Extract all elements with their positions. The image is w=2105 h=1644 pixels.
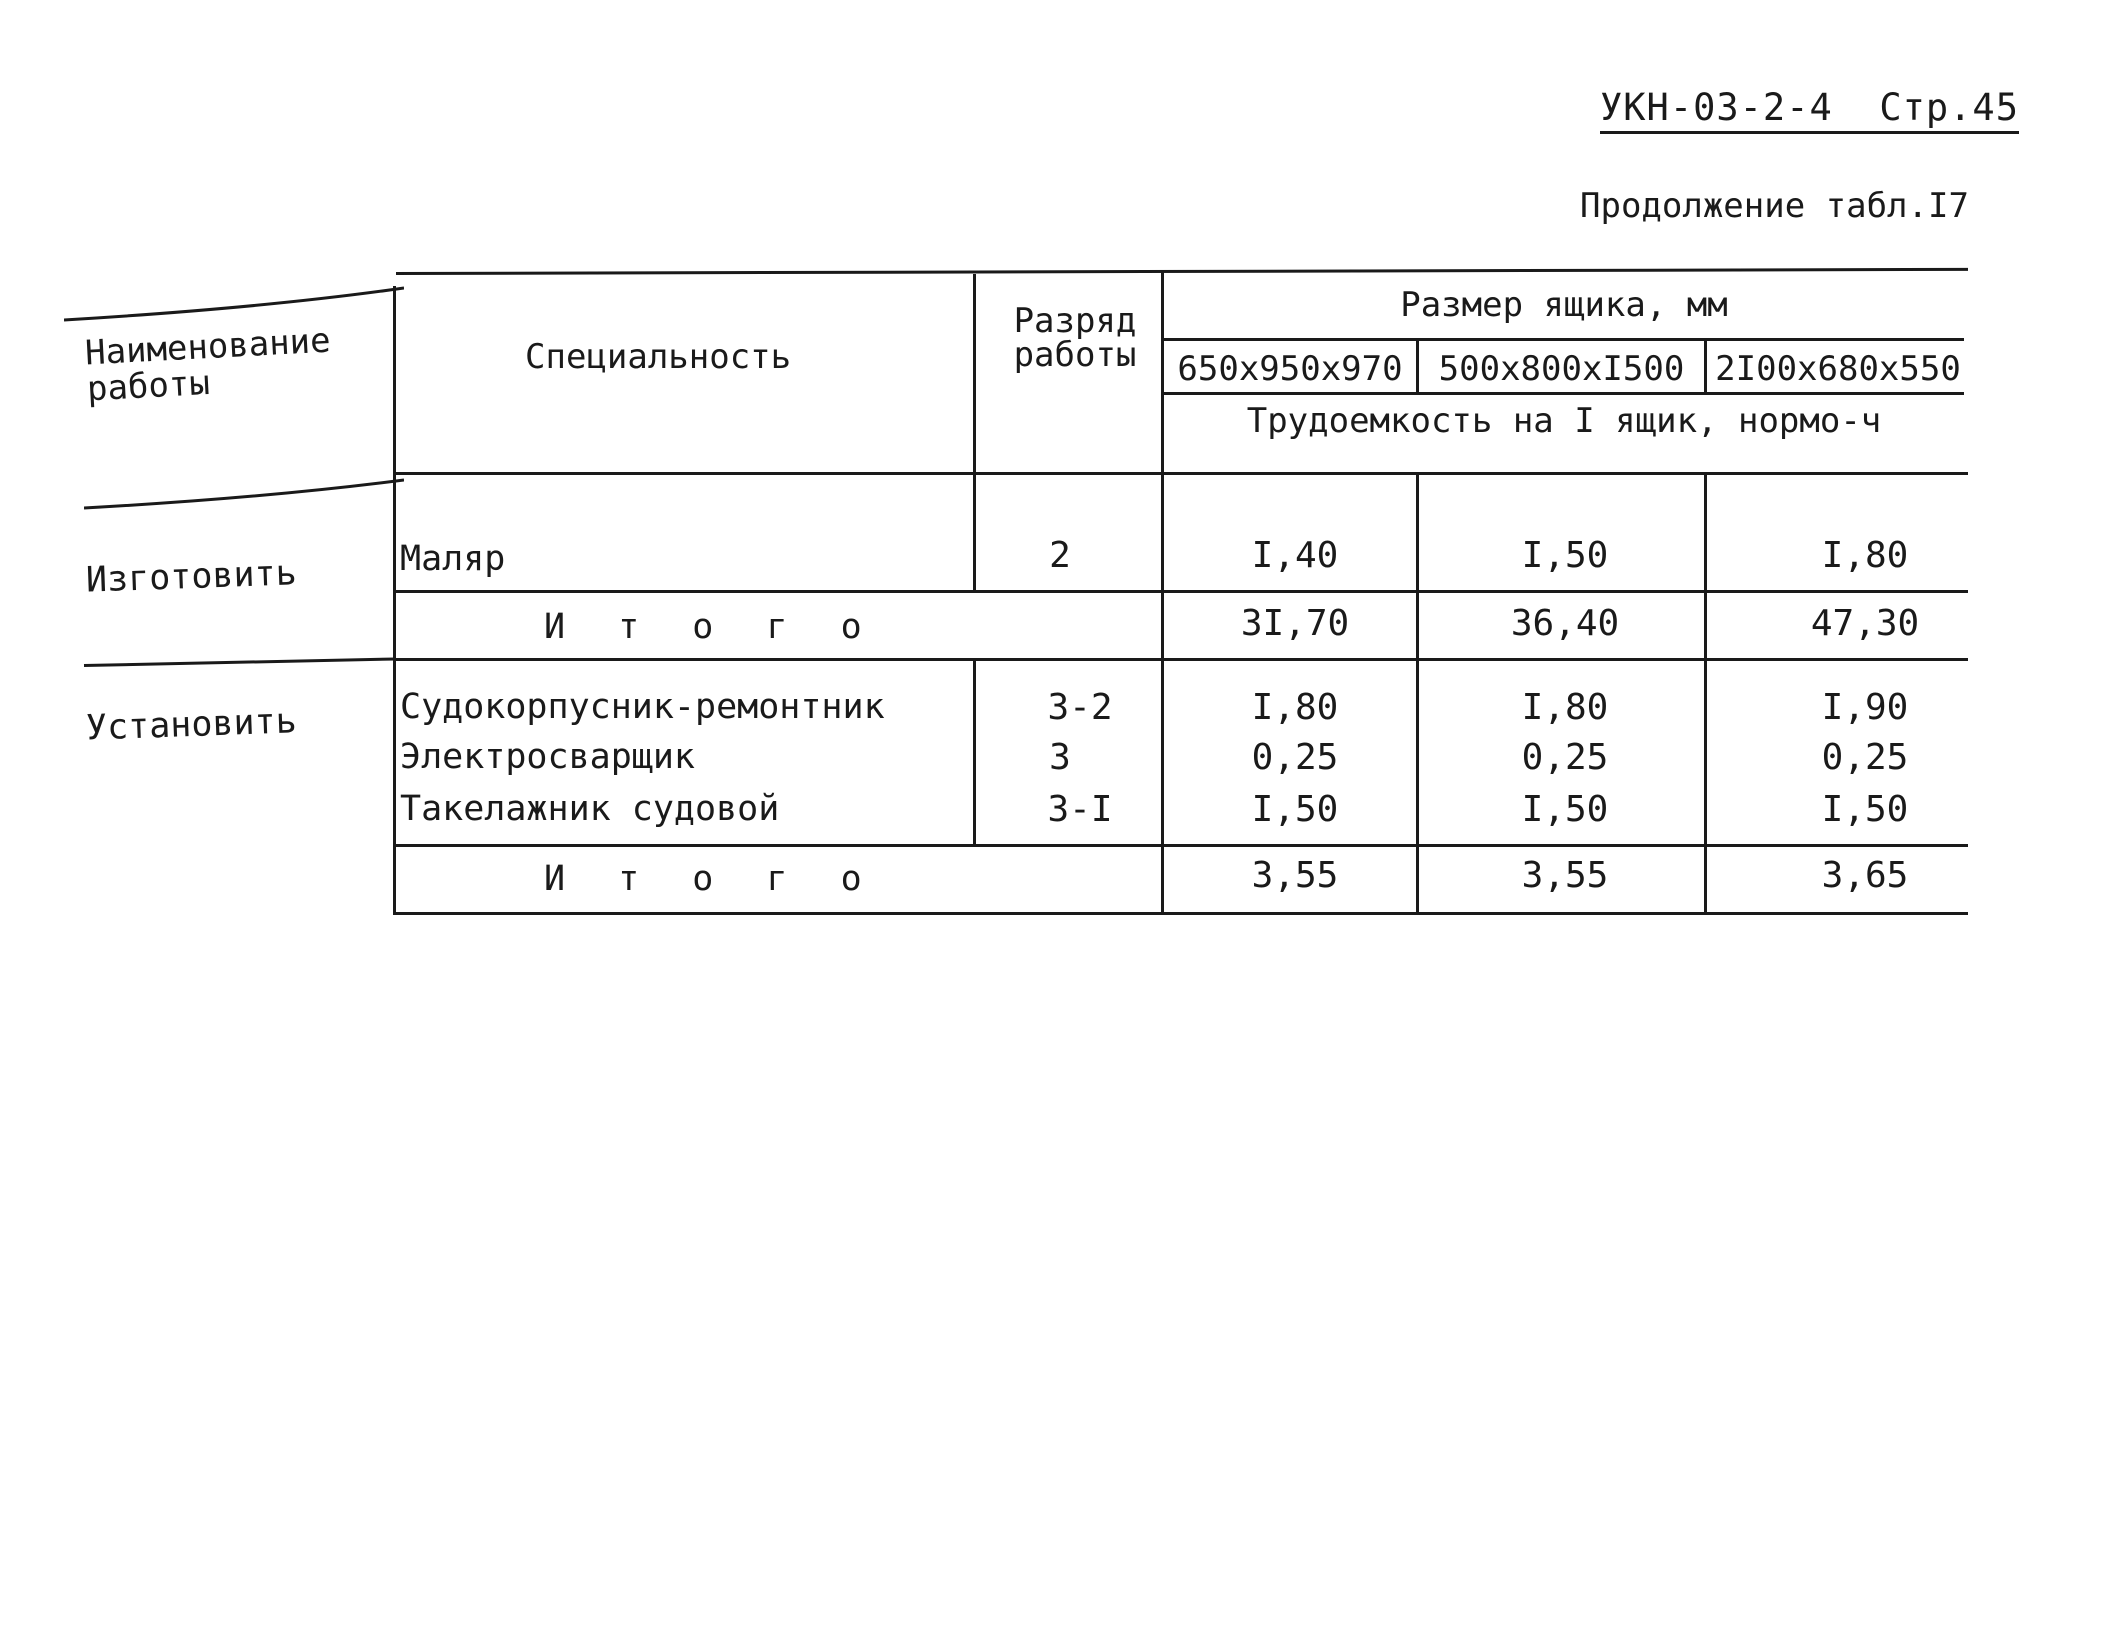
specialty-cell: Электросварщик <box>400 737 696 777</box>
top-rule <box>396 268 1968 275</box>
specialty-cell: Такелажник судовой <box>400 789 780 829</box>
total-value: 3I,70 <box>1240 603 1350 644</box>
header-bottom-rule <box>396 472 1968 475</box>
section2-rows-bottom-rule <box>396 844 1968 847</box>
total-value: 3,65 <box>1821 855 1909 896</box>
value-cell: 0,25 <box>1251 737 1339 778</box>
section1-rows-bottom-rule <box>396 590 1968 593</box>
specialty-cell: Маляр <box>400 539 506 579</box>
value-cell: I,80 <box>1251 687 1339 728</box>
total-value: 47,30 <box>1810 603 1920 644</box>
total-label: И т о г о <box>544 607 878 647</box>
value-divider-2 <box>1704 474 1707 914</box>
value-cell: 0,25 <box>1821 737 1909 778</box>
grade-left-rule <box>973 274 976 474</box>
column-header-work-name: Наименование работы <box>84 320 332 410</box>
value-cell: I,80 <box>1821 535 1909 576</box>
value-cell: I,50 <box>1821 789 1909 830</box>
grade-left-rule-body2 <box>973 658 976 846</box>
value-cell: I,40 <box>1251 535 1339 576</box>
document-reference <box>1600 86 2019 134</box>
specialty-left-rule <box>393 286 396 914</box>
grade-cell: 3 <box>1049 737 1071 778</box>
specialty-cell: Судокорпусник-ремонтник <box>400 687 885 727</box>
grade-left-rule-body1 <box>973 474 976 592</box>
value-cell: I,50 <box>1521 789 1609 830</box>
grade-cell: 2 <box>1049 535 1071 576</box>
work-name-install: Установить <box>85 701 298 749</box>
value-cell: I,80 <box>1521 687 1609 728</box>
total-value: 3,55 <box>1521 855 1609 896</box>
total-value: 36,40 <box>1510 603 1620 644</box>
table-bottom-rule <box>393 912 1968 915</box>
page-number: Стр.45 <box>1879 86 2019 129</box>
box-size-2: 500х800хI500 <box>1438 349 1685 389</box>
grade-cell: 3-2 <box>1047 687 1113 728</box>
total-value: 3,55 <box>1251 855 1339 896</box>
sizes-bottom-rule <box>1164 392 1964 395</box>
total-label: И т о г о <box>544 859 878 899</box>
header-left-slanted-rule <box>84 476 404 512</box>
value-cell: I,50 <box>1521 535 1609 576</box>
box-size-1: 650х950х970 <box>1177 349 1403 389</box>
table-continuation-caption: Продолжение табл.I7 <box>1580 186 1969 226</box>
work-name-manufacture: Изготовить <box>85 553 298 601</box>
document-code: УКН-03-2-4 <box>1600 86 1833 129</box>
value-cell: 0,25 <box>1521 737 1609 778</box>
top-left-curved-rule <box>64 284 404 324</box>
column-header-specialty: Специальность <box>525 337 792 377</box>
column-header-grade: Разряд работы <box>1013 301 1137 375</box>
value-cell: I,50 <box>1251 789 1339 830</box>
column-header-box-size: Размер ящика, мм <box>1400 285 1728 325</box>
column-header-labor: Трудоемкость на I ящик, нормо-ч <box>1246 401 1882 441</box>
value-divider-1 <box>1416 474 1419 914</box>
value-cell: I,90 <box>1821 687 1909 728</box>
grade-cell: 3-I <box>1047 789 1113 830</box>
box-size-3: 2I00х680х550 <box>1715 349 1961 389</box>
sizes-top-rule <box>1164 338 1964 341</box>
section-separator-rule <box>84 657 396 667</box>
section1-total-bottom-rule <box>396 658 1968 661</box>
